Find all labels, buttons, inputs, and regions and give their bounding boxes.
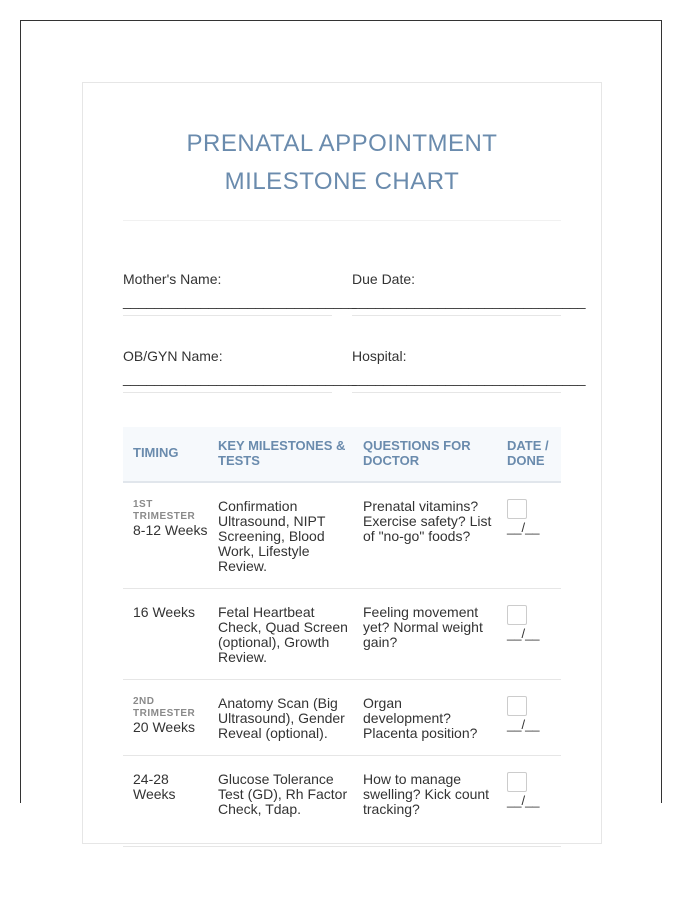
- milestones-cell: Anatomy Scan (Big Ultrasound), Gender Reveal (optional).: [218, 695, 345, 741]
- date-blank: __/__: [507, 626, 540, 641]
- table-row: [123, 589, 561, 680]
- field-underline: [123, 392, 332, 393]
- timing-value: 24-28 Weeks: [133, 771, 176, 802]
- field-label: OB/GYN Name:: [123, 348, 223, 364]
- date-blank: __/__: [507, 793, 540, 808]
- field-label: Hospital:: [352, 348, 407, 364]
- timing-cell: [133, 605, 213, 620]
- date-cell: [507, 696, 557, 732]
- field-underline: [352, 392, 561, 393]
- field-underline: [352, 315, 561, 316]
- field-blank: ______________________________: [352, 370, 586, 386]
- field-blank: ______________________________: [123, 370, 357, 386]
- table-row: [123, 483, 561, 589]
- timing-value: 20 Weeks: [133, 719, 195, 735]
- milestones-cell: Confirmation Ultrasound, NIPT Screening, Blood Work, Lifestyle Review.: [218, 498, 326, 574]
- title-line-1: PRENATAL APPOINTMENT: [186, 130, 498, 157]
- document-sheet: [82, 82, 602, 844]
- date-blank: __/__: [507, 717, 540, 732]
- done-checkbox[interactable]: [507, 605, 527, 625]
- header-questions: QUESTIONS FOR DOCTOR: [363, 438, 471, 468]
- date-cell: [507, 772, 557, 808]
- trimester-label: 2ND TRIMESTER: [133, 696, 196, 719]
- hospital-field[interactable]: [352, 347, 586, 393]
- field-blank: ______________________________: [352, 293, 586, 309]
- field-label: Mother's Name:: [123, 271, 222, 287]
- questions-cell: Feeling movement yet? Normal weight gain?: [363, 604, 483, 650]
- header-date-done: DATE / DONE: [507, 438, 549, 468]
- table-header: [123, 427, 561, 483]
- milestone-table: [123, 427, 561, 847]
- field-label: Due Date:: [352, 271, 416, 287]
- done-checkbox[interactable]: [507, 499, 527, 519]
- mother-name-field[interactable]: [123, 270, 357, 316]
- document-title: [83, 125, 601, 201]
- date-blank: __/__: [507, 520, 540, 535]
- due-date-field[interactable]: [352, 270, 586, 316]
- table-row: [123, 680, 561, 756]
- field-blank: ______________________________: [123, 293, 357, 309]
- timing-cell: [133, 772, 213, 802]
- header-timing: TIMING: [133, 445, 179, 460]
- questions-cell: Organ development? Placenta position?: [363, 695, 478, 741]
- done-checkbox[interactable]: [507, 772, 527, 792]
- done-checkbox[interactable]: [507, 696, 527, 716]
- header-milestones: KEY MILESTONES & TESTS: [218, 438, 346, 468]
- page-frame: [20, 20, 662, 817]
- timing-cell: [133, 696, 213, 735]
- timing-value: 8-12 Weeks: [133, 522, 208, 538]
- date-cell: [507, 605, 557, 641]
- timing-value: 16 Weeks: [133, 604, 195, 620]
- questions-cell: Prenatal vitamins? Exercise safety? List of "no-go" foods?: [363, 498, 492, 544]
- title-line-2: MILESTONE CHART: [224, 168, 460, 195]
- timing-cell: [133, 499, 213, 538]
- trimester-label: 1ST TRIMESTER: [133, 499, 196, 522]
- milestones-cell: Glucose Tolerance Test (GD), Rh Factor Check, Tdap.: [218, 771, 348, 817]
- table-row: [123, 756, 561, 847]
- milestones-cell: Fetal Heartbeat Check, Quad Screen (optional), Growth Review.: [218, 604, 348, 665]
- field-underline: [123, 315, 332, 316]
- obgyn-name-field[interactable]: [123, 347, 357, 393]
- title-divider: [123, 220, 561, 221]
- questions-cell: How to manage swelling? Kick count tracking?: [363, 771, 490, 817]
- date-cell: [507, 499, 557, 535]
